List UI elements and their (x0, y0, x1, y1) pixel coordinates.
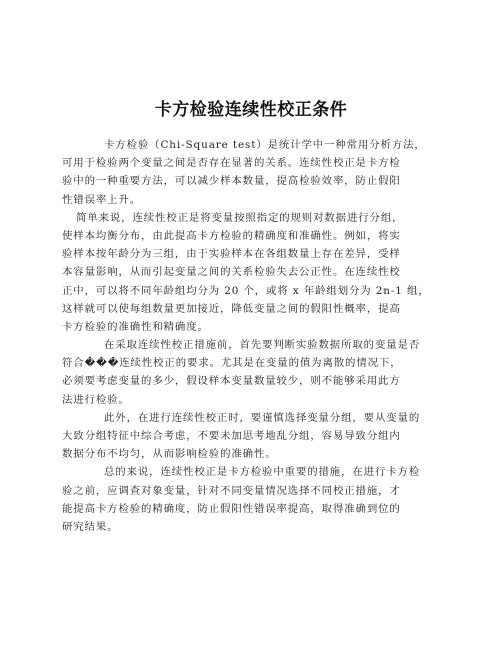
document-title: 卡方检验连续性校正条件 (154, 100, 348, 120)
text-line: 这样就可以使每组数量更加接近，降低变量之间的假阳性概率，提高 (62, 302, 401, 315)
text-line: 正中，可以将不同年龄组均分为 20 个，或将 x 年龄组划分为 2n-1 组， (62, 284, 430, 297)
text-line: 验之前，应调查对象变量，针对不同变量情况选择不同校正措施，才 (62, 484, 401, 497)
text-line: 总的来说，连续性校正是卡方检验中重要的措施，在进行卡方检 (104, 466, 421, 479)
text-line: 法进行检验。 (62, 393, 130, 406)
text-line: 研究结果。 (62, 520, 119, 533)
text-line: 符合���连续性校正的要求。尤其是在变量的值为离散的情况下， (62, 357, 402, 370)
text-line: 在采取连续性校正措施前，首先要判断实验数据所取的变量是否 (104, 339, 421, 352)
text-line: 大致分组特征中综合考虑，不要未加思考地乱分组，容易导致分组内 (62, 430, 401, 442)
text-line: 此外，在进行连续性校正时，要谨慎选择变量分组，要从变量的 (104, 411, 421, 424)
text-line: 必须要考虑变量的多少，假设样本变量数量较少，则不能够采用此方 (62, 375, 401, 388)
text-line: 能提高卡方检验的精确度，防止假阳性错误率提高，取得准确到位的 (62, 502, 401, 515)
document-body (62, 136, 448, 536)
text-line: 卡方检验的准确性和精确度。 (62, 320, 209, 333)
paragraph (62, 336, 448, 409)
paragraph (62, 209, 448, 336)
text-line: 可用于检验两个变量之间是否存在显著的关系。连续性校正是卡方检 (62, 157, 401, 170)
text-line: 验中的一种重要方法，可以减少样本数量，提高检验效率，防止假阳 (62, 175, 401, 188)
text-line: 简单来说，连续性校正是将变量按照指定的规则对数据进行分组， (76, 211, 404, 224)
paragraph (62, 409, 448, 464)
text-line: 使样本均衡分布，由此提高卡方检验的精确度和准确性。例如，将实 (62, 229, 401, 242)
paragraph (62, 136, 448, 209)
text-line: 数据分布不均匀，从而影响检验的准确性。 (62, 448, 277, 461)
text-line: 卡方检验（Chi-Square test）是统计学中一种常用分析方法， (104, 139, 426, 151)
paragraph (62, 463, 448, 536)
text-line: 验样本按年龄分为三组，由于实验样本在各组数量上存在差异，受样 (62, 248, 401, 261)
text-line: 本容量影响，从而引起变量之间的关系检验失去公正性。在连续性校 (62, 266, 401, 279)
text-line: 性错误率上升。 (62, 193, 142, 206)
